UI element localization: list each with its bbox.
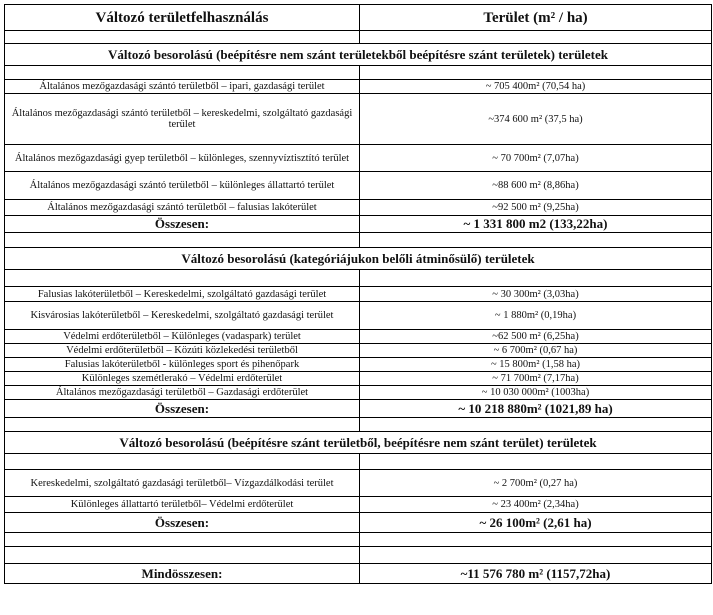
row-label: Kisvárosias lakóterületből – Kereskedelmi, szolgáltató gazdasági terület — [5, 302, 360, 330]
row-label: Általános mezőgazdasági szántó területből – ipari, gazdasági terület — [5, 80, 360, 94]
table-row — [5, 200, 712, 216]
row-value: ~ 6 700m² (0,67 ha) — [360, 344, 712, 358]
section-title-row — [5, 432, 712, 454]
spacer-row — [5, 31, 712, 44]
spacer-row — [5, 454, 712, 470]
spacer-row — [5, 66, 712, 80]
total-label: Összesen: — [5, 513, 360, 533]
total-row — [5, 216, 712, 233]
section-title: Változó besorolású (beépítésre szánt területből, beépítésre nem szánt terület) területek — [5, 432, 712, 454]
row-label: Védelmi erdőterületből – Közúti közlekedési területből — [5, 344, 360, 358]
table-row — [5, 145, 712, 172]
table-row — [5, 80, 712, 94]
table-row — [5, 497, 712, 513]
grand-total-label: Mindösszesen: — [5, 564, 360, 584]
header-land-use: Változó területfelhasználás — [5, 5, 360, 31]
table-row — [5, 172, 712, 200]
row-label: Kereskedelmi, szolgáltató gazdasági területből– Vízgazdálkodási terület — [5, 470, 360, 497]
section-title: Változó besorolású (kategóriájukon belőli átminősülő) területek — [5, 248, 712, 270]
row-value: ~ 30 300m² (3,03ha) — [360, 287, 712, 302]
table-header-row — [5, 5, 712, 31]
total-value: ~ 10 218 880m² (1021,89 ha) — [360, 400, 712, 418]
row-label: Általános mezőgazdasági gyep területből – különleges, szennyvíztisztító terület — [5, 145, 360, 172]
row-value: ~ 23 400m² (2,34ha) — [360, 497, 712, 513]
row-value: ~ 15 800m² (1,58 ha) — [360, 358, 712, 372]
table-row — [5, 386, 712, 400]
row-value: ~ 71 700m² (7,17ha) — [360, 372, 712, 386]
row-value: ~ 705 400m² (70,54 ha) — [360, 80, 712, 94]
land-use-table — [4, 4, 712, 584]
table-row — [5, 302, 712, 330]
spacer-row — [5, 418, 712, 432]
row-label: Általános mezőgazdasági szántó területből – falusias lakóterület — [5, 200, 360, 216]
total-label: Összesen: — [5, 216, 360, 233]
total-value: ~ 1 331 800 m2 (133,22ha) — [360, 216, 712, 233]
grand-total-value: ~11 576 780 m² (1157,72ha) — [360, 564, 712, 584]
row-label: Általános mezőgazdasági szántó területből – kereskedelmi, szolgáltató gazdasági terület — [5, 94, 360, 145]
row-label: Különleges állattartó területből– Védelmi erdőterület — [5, 497, 360, 513]
row-value: ~88 600 m² (8,86ha) — [360, 172, 712, 200]
total-row — [5, 513, 712, 533]
section-title-row — [5, 248, 712, 270]
row-label: Falusias lakóterületből - különleges sport és pihenőpark — [5, 358, 360, 372]
row-label: Falusias lakóterületből – Kereskedelmi, szolgáltató gazdasági terület — [5, 287, 360, 302]
spacer-row — [5, 233, 712, 248]
total-label: Összesen: — [5, 400, 360, 418]
row-value: ~ 2 700m² (0,27 ha) — [360, 470, 712, 497]
row-value: ~374 600 m² (37,5 ha) — [360, 94, 712, 145]
spacer-row — [5, 270, 712, 287]
row-value: ~ 10 030 000m² (1003ha) — [360, 386, 712, 400]
table-row — [5, 470, 712, 497]
spacer-row — [5, 547, 712, 564]
table-row — [5, 330, 712, 344]
section-title: Változó besorolású (beépítésre nem szánt területekből beépítésre szánt területek) területek — [5, 44, 712, 66]
row-label: Általános mezőgazdasági szántó területből – különleges állattartó terület — [5, 172, 360, 200]
header-area: Terület (m² / ha) — [360, 5, 712, 31]
row-label: Védelmi erdőterületből – Különleges (vadaspark) terület — [5, 330, 360, 344]
section-title-row — [5, 44, 712, 66]
grand-total-row — [5, 564, 712, 584]
spacer-row — [5, 533, 712, 547]
table-row — [5, 358, 712, 372]
row-value: ~ 1 880m² (0,19ha) — [360, 302, 712, 330]
table-row — [5, 94, 712, 145]
table-row — [5, 287, 712, 302]
row-label: Különleges szemétlerakó – Védelmi erdőterület — [5, 372, 360, 386]
table-row — [5, 344, 712, 358]
total-row — [5, 400, 712, 418]
row-value: ~ 70 700m² (7,07ha) — [360, 145, 712, 172]
row-label: Általános mezőgazdasági területből – Gazdasági erdőterület — [5, 386, 360, 400]
row-value: ~92 500 m² (9,25ha) — [360, 200, 712, 216]
table-row — [5, 372, 712, 386]
row-value: ~62 500 m² (6,25ha) — [360, 330, 712, 344]
total-value: ~ 26 100m² (2,61 ha) — [360, 513, 712, 533]
